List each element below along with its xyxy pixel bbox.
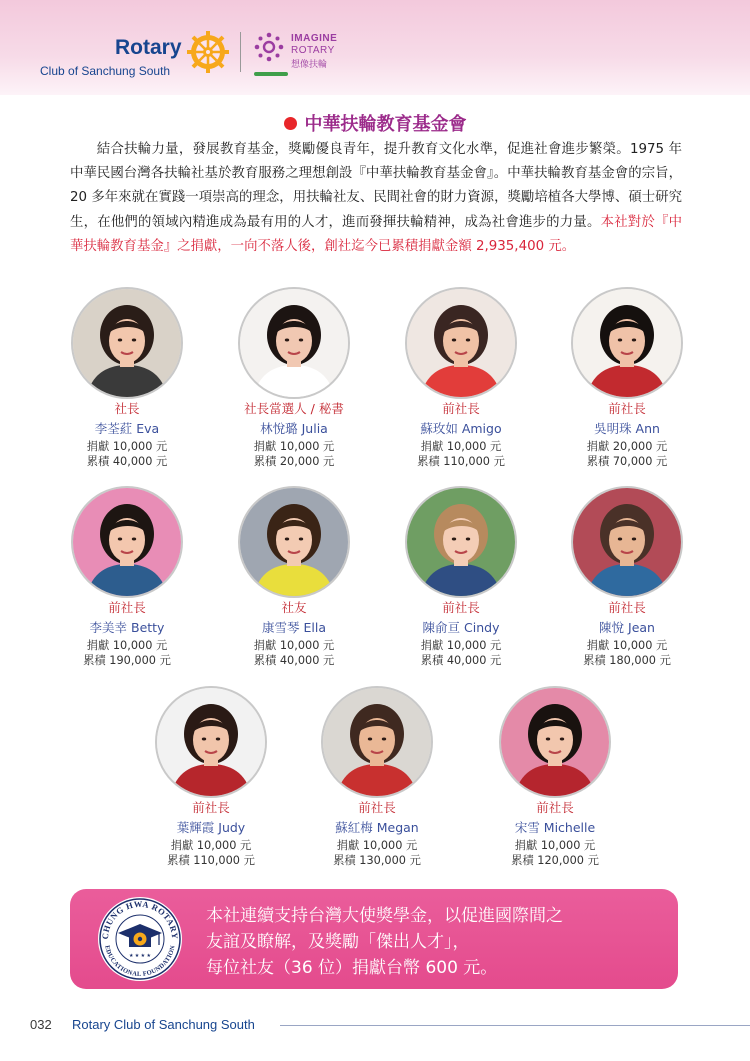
member-donation: 捐獻 10,000 元 [86,639,168,652]
svg-text:CHUNG HWA ROTARY: CHUNG HWA ROTARY [99,898,181,940]
member-donation: 捐獻 10,000 元 [170,839,252,852]
member-total: 累積 40,000 元 [253,654,335,667]
member-card [557,287,697,487]
member-name: 吳明珠 Ann [594,421,660,436]
member-photo [407,289,515,397]
member-portrait [71,486,183,598]
rotary-logo-subtitle: Club of Sanchung South [40,64,171,78]
member-donation: 捐獻 10,000 元 [420,440,502,453]
member-card [557,486,697,686]
member-amounts [391,439,531,469]
member-photo [501,688,609,796]
member-card [307,686,447,886]
member-amounts [224,439,364,469]
member-portrait [405,486,517,598]
member-amounts [57,638,197,668]
member-card [141,686,281,886]
member-photo [323,688,431,796]
member-role: 社友 [281,600,307,615]
intro-paragraph [70,138,682,259]
intro-main-text: 結合扶輪力量，發展教育基金，獎勵優良青年，提升教育文化水準，促進社會進步繁榮。1975 年中華民國台灣各扶輪社基於教育服務之理想創設『中華扶輪教育基金會』。中華扶輪教育基金會的宗旨，20 多年來就在實踐一項崇高的理念，用扶輪社友、民間社會的財力資源，獎勵培植各大學博、碩士研究生，在他們的領域內精進成為最有用的人才，進而發揮扶輪精神，成為社會進步的力量。 [70,142,682,230]
member-donation: 捐獻 10,000 元 [253,639,335,652]
header-divider [240,32,241,72]
member-role: 前社長 [358,800,396,815]
member-total: 累積 120,000 元 [511,854,599,867]
member-name: 宋雪 Michelle [514,820,596,835]
section-title [0,110,750,136]
member-name: 蘇玫如 Amigo [420,421,502,436]
footer-club-name: Rotary Club of Sanchung South [72,1017,255,1032]
banner-line-3: 每位社友（36 位）捐獻台幣 600 元。 [206,958,498,978]
member-donation: 捐獻 10,000 元 [586,639,668,652]
member-photo [407,488,515,596]
member-name: 陳俞亘 Cindy [422,620,500,635]
member-total: 累積 20,000 元 [253,455,335,468]
member-name: 李荃葒 Eva [94,421,160,436]
member-total: 累積 110,000 元 [417,455,505,468]
member-card [391,486,531,686]
member-card [57,287,197,487]
member-amounts [224,638,364,668]
member-role: 前社長 [442,600,480,615]
member-name: 李美幸 Betty [89,620,165,635]
member-total: 累積 110,000 元 [167,854,255,867]
member-portrait [155,686,267,798]
rotary-logo-word: Rotary [115,36,182,59]
member-donation: 捐獻 20,000 元 [586,440,668,453]
member-amounts [141,838,281,868]
member-name: 陳悅 Jean [599,620,655,635]
member-total: 累積 190,000 元 [83,654,171,667]
imagine-rotary-logo [254,32,364,76]
member-name: 蘇紅梅 Megan [335,820,419,835]
banner-text [206,903,656,981]
member-amounts [307,838,447,868]
member-total: 累積 40,000 元 [420,654,502,667]
rotary-wheel-icon [186,30,230,74]
member-role: 前社長 [608,401,646,416]
svg-text:★ ★ ★ ★: ★ ★ ★ ★ [128,953,152,959]
member-role: 前社長 [192,800,230,815]
page-number: 032 [30,1017,52,1032]
member-amounts [557,439,697,469]
section-title-text: 中華扶輪教育基金會 [304,114,467,135]
rotary-logo [40,30,240,80]
member-portrait [405,287,517,399]
member-name: 林悅璐 Julia [260,421,328,436]
imagine-line-2: ROTARY [291,45,335,56]
imagine-underline [254,72,288,76]
member-total: 累積 180,000 元 [583,654,671,667]
imagine-line-3: 想像扶輪 [291,60,328,70]
member-total: 累積 130,000 元 [333,854,421,867]
member-donation: 捐獻 10,000 元 [253,440,335,453]
intro-highlight-text: 本社對於『中華扶輪教育基金』之捐獻，一向不落人後，創社迄今已累積捐獻金額 2,935,400 元。 [70,214,683,254]
imagine-line-1: IMAGINE [291,33,338,44]
member-photo [73,488,181,596]
member-role: 前社長 [608,600,646,615]
footer-rule [280,1025,750,1026]
member-card [57,486,197,686]
member-photo [240,289,348,397]
member-role: 前社長 [108,600,146,615]
member-card [391,287,531,487]
member-role: 前社長 [536,800,574,815]
member-card [485,686,625,886]
member-photo [73,289,181,397]
svg-text:EDUCATIONAL FOUNDATION: EDUCATIONAL FOUNDATION [103,944,177,979]
member-amounts [391,638,531,668]
imagine-rotary-icon [254,32,284,62]
member-portrait [238,287,350,399]
member-amounts [485,838,625,868]
member-name: 康雪琴 Ella [262,620,326,635]
member-role: 社長 [114,401,140,416]
member-photo [573,289,681,397]
title-bullet-icon [284,117,297,130]
member-card [224,486,364,686]
member-name: 葉輝霞 Judy [176,820,246,835]
member-photo [573,488,681,596]
scholarship-banner [70,889,678,989]
member-role: 前社長 [442,401,480,416]
member-portrait [571,287,683,399]
member-total: 累積 40,000 元 [86,455,168,468]
member-portrait [71,287,183,399]
banner-line-1: 本社連續支持台灣大使獎學金，以促進國際間之 [206,906,563,926]
member-donation: 捐獻 10,000 元 [514,839,596,852]
member-donation: 捐獻 10,000 元 [336,839,418,852]
member-total: 累積 70,000 元 [586,455,668,468]
member-role: 社長當選人 / 秘書 [244,401,344,416]
banner-line-2: 友誼及瞭解，及獎勵「傑出人才」， [206,932,470,952]
member-photo [157,688,265,796]
member-photo [240,488,348,596]
member-donation: 捐獻 10,000 元 [86,440,168,453]
member-amounts [57,439,197,469]
member-portrait [321,686,433,798]
member-portrait [571,486,683,598]
member-amounts [557,638,697,668]
foundation-seal-logo [96,895,184,983]
member-portrait [499,686,611,798]
member-card [224,287,364,487]
member-portrait [238,486,350,598]
member-donation: 捐獻 10,000 元 [420,639,502,652]
